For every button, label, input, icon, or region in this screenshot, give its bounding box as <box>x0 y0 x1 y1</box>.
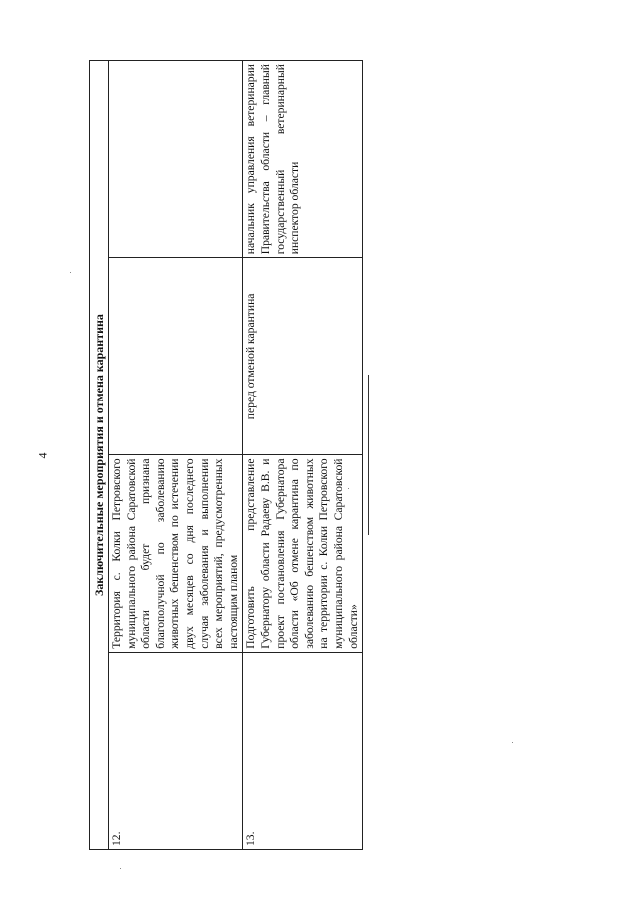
row-number: 13. <box>243 652 363 849</box>
row-description: Территория с. Колки Петровского муниципального района Саратовской области будет признана благополучной по заболеванию животных бешенством по истечении двух месяцев со дня последнего случая заболевания и выполнении всех мероприятий, предусмотренных настоящим планом <box>109 455 243 652</box>
rotated-table-frame <box>89 60 360 850</box>
scan-speck <box>120 868 121 869</box>
row-term <box>109 258 243 455</box>
table-row <box>109 61 243 850</box>
row-term: перед отменой карантина <box>243 258 363 455</box>
row-description: Подготовить представление Губернатору области Радаеву В.В. и проект постановления Губернатора области «Об отмене карантина по заболеванию бешенством животных на территории с. Колки Петровского муниципального района Саратовской области» <box>243 455 363 652</box>
scan-speck <box>348 488 349 489</box>
signature-divider-line <box>368 375 369 535</box>
table-row <box>243 61 363 850</box>
row-number: 12. <box>109 652 243 849</box>
page-number: 4 <box>35 452 50 459</box>
table-header-row <box>90 61 109 850</box>
scan-speck <box>70 272 71 273</box>
row-responsible: начальник управления ветеринарии Правительства области – главный государственный ветеринарный инспектор области <box>243 61 363 258</box>
table-sheet <box>89 60 360 850</box>
row-responsible <box>109 61 243 258</box>
section-title: Заключительные мероприятия и отмена карантина <box>90 61 109 850</box>
measures-table <box>89 60 363 850</box>
scan-speck <box>512 742 513 743</box>
